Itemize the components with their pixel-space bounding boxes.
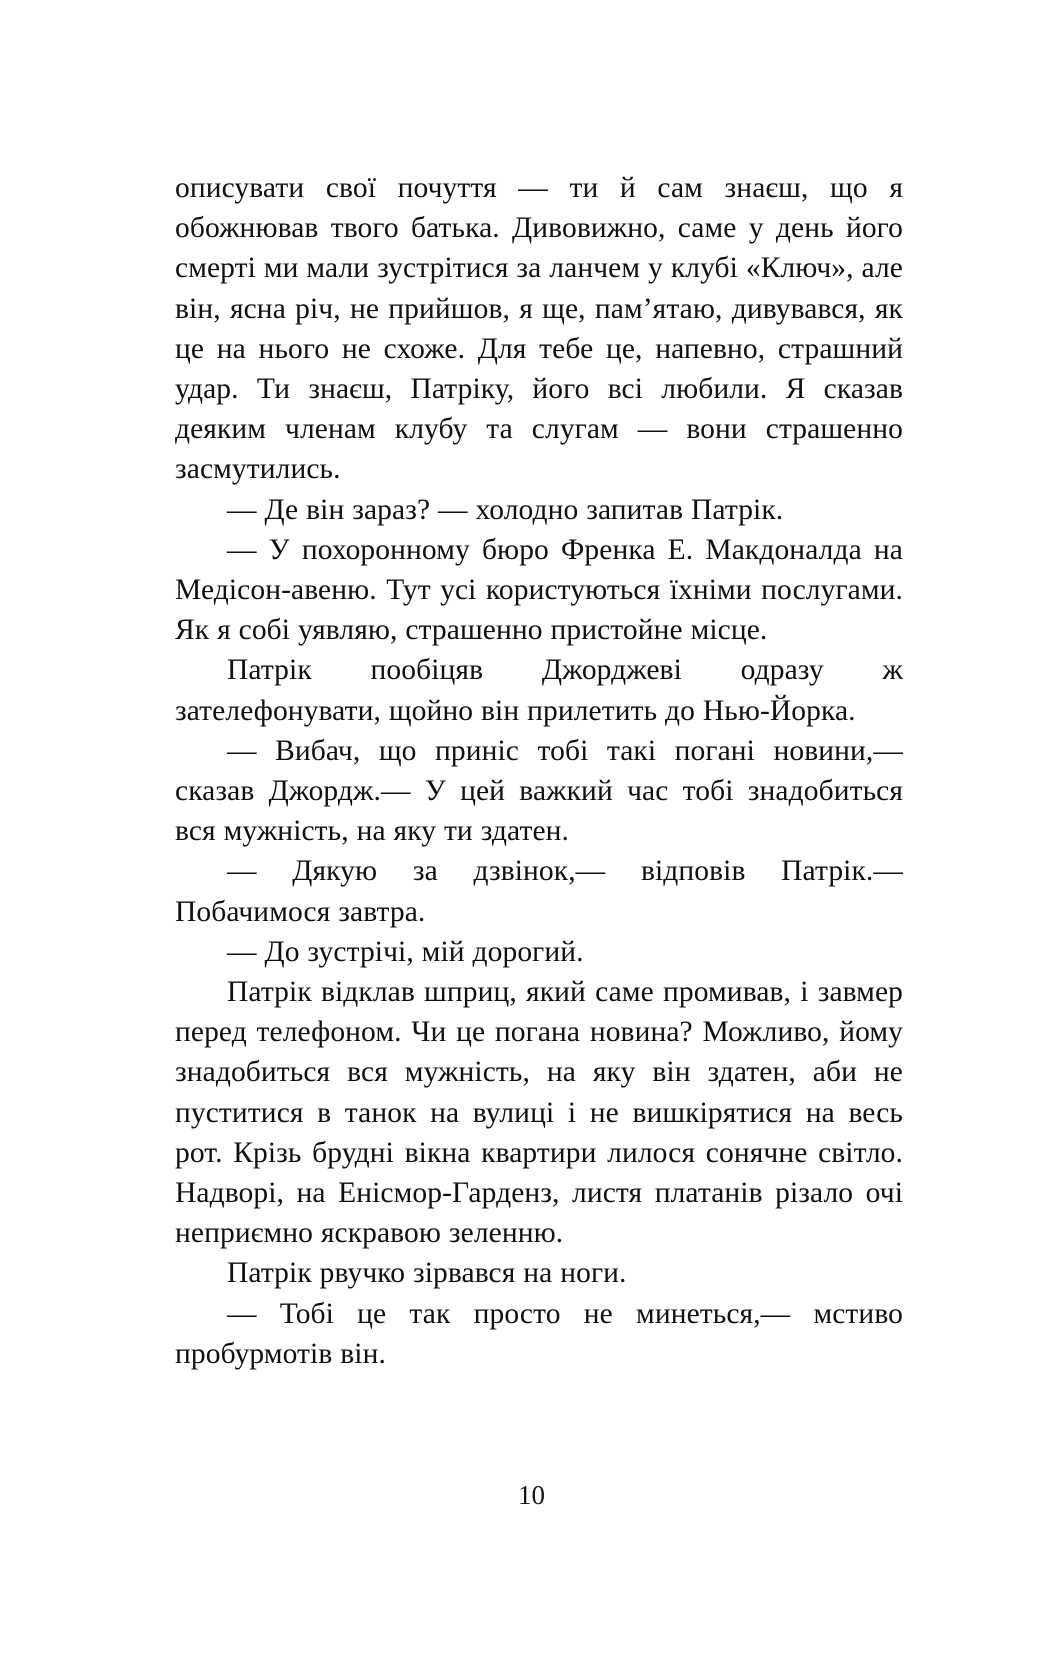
paragraph-7-dialogue: — До зустрічі, мій дорогий. xyxy=(227,935,584,968)
paragraph-5-dialogue: — Вибач, що приніс тобі такі погані новини,— сказав Джордж.— У цей важкий час тобі знадобиться вся мужність, на яку ти здатен. xyxy=(175,734,903,848)
paragraph-9: Патрік рвучко зірвався на ноги. xyxy=(227,1257,627,1290)
paragraph-8: Патрік відклав шприц, який саме промивав, і завмер перед телефоном. Чи це погана новина? Можливо, йому знадобиться вся мужність, на яку він здатен, аби не пуститися в танок на вулиці і не вишкірятися на весь рот. Крізь брудні вікна квартири лилося сонячне світло. Надворі, на Енісмор-Гарденз, листя платанів різало очі неприємно яскравою зеленню. xyxy=(175,976,903,1250)
paragraph-6-dialogue: — Дякую за дзвінок,— відповів Патрік.— Побачимося завтра. xyxy=(175,855,903,928)
paragraph-1: описувати свої почуття — ти й сам знаєш, що я обожнював твого батька. Дивовижно, саме у день його смерті ми мали зустрітися за ланчем у клубі «Ключ», але він, ясна річ, не прийшов, я ще, пам’ятаю, дивувався, як це на нього не схоже. Для тебе це, напевно, страшний удар. Ти знаєш, Патріку, його всі любили. Я сказав деяким членам клубу та слугам — вони страшенно засмутились. xyxy=(175,172,903,486)
body-text-block xyxy=(175,168,903,1374)
page-number: 10 xyxy=(518,1480,545,1510)
paragraph-4: Патрік пообіцяв Джорджеві одразу ж зателефонувати, щойно він прилетить до Нью-Йорка. xyxy=(175,654,903,727)
paragraph-10-dialogue: — Тобі це так просто не минеться,— мстиво пробурмотів він. xyxy=(175,1297,903,1370)
paragraph-3-dialogue: — У похоронному бюро Френка Е. Макдоналда на Медісон-авеню. Тут усі користуються їхніми послугами. Як я собі уявляю, страшенно пристойне місце. xyxy=(175,533,903,647)
paragraph-2-dialogue: — Де він зараз? — холодно запитав Патрік. xyxy=(227,493,784,526)
